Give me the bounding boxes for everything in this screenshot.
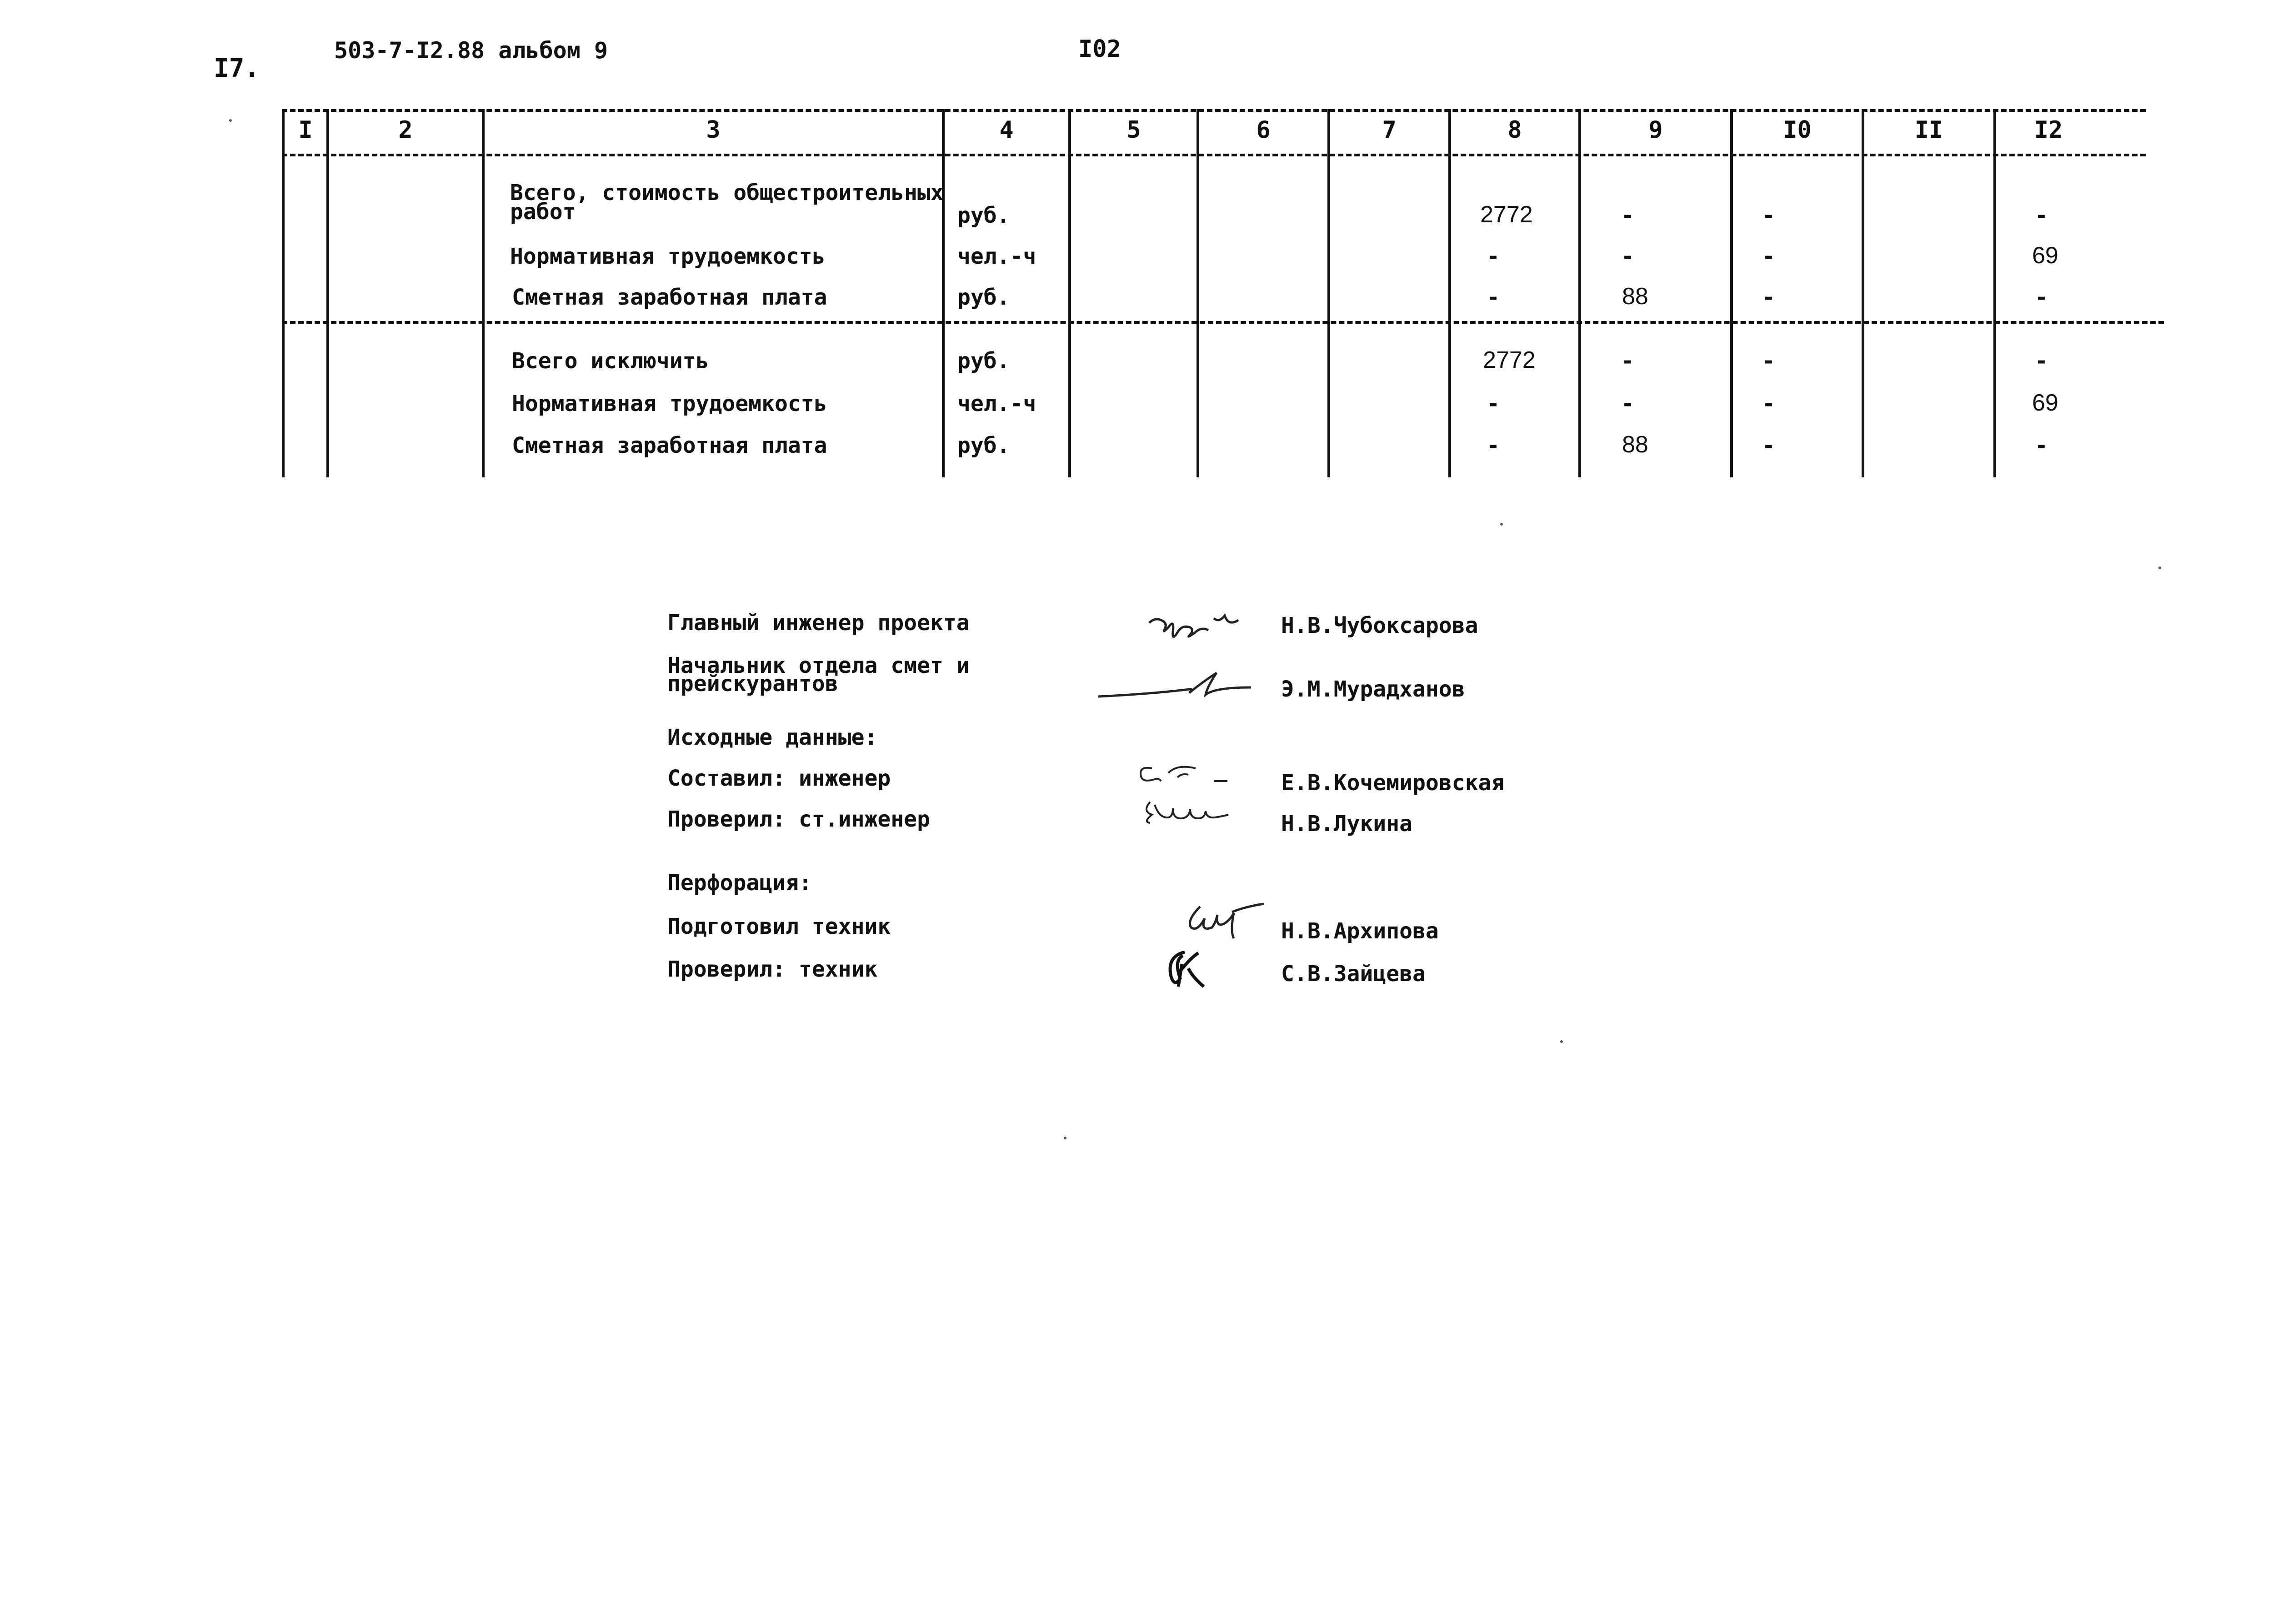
row-unit: руб.	[957, 285, 1010, 310]
row-col10: -	[1762, 348, 1775, 374]
col-header-4: 4	[999, 116, 1014, 144]
col-border-11	[1993, 109, 1996, 477]
row-col9: -	[1621, 203, 1634, 228]
signature-role: Подготовил техник	[667, 914, 891, 939]
signature-role: Проверил: ст.инженер	[667, 807, 930, 832]
page-number: I02	[1078, 35, 1121, 63]
row-col10: -	[1762, 285, 1775, 310]
section-label: Исходные данные:	[667, 725, 878, 750]
col-border-10	[1862, 109, 1864, 477]
row-name-line2: работ	[510, 199, 576, 225]
section-label: Перфорация:	[667, 870, 812, 896]
col-header-10: I0	[1783, 116, 1812, 144]
signature-name: Н.В.Чубоксарова	[1281, 613, 1478, 638]
row-col12: 69	[2032, 390, 2058, 416]
row-col12: -	[2035, 433, 2048, 458]
signature-role-line2: прейскурантов	[667, 671, 838, 697]
row-col9: -	[1621, 244, 1634, 269]
signature-name: Н.В.Архипова	[1281, 918, 1439, 944]
row-col9: -	[1621, 391, 1634, 416]
col-header-11: II	[1914, 116, 1943, 144]
scan-speck	[229, 119, 232, 122]
col-header-1: I	[298, 116, 313, 144]
row-col12: -	[2035, 348, 2048, 374]
row-col12: -	[2035, 285, 2048, 310]
signature-mark	[1136, 759, 1255, 791]
row-unit: руб.	[957, 203, 1010, 228]
signature-role: Главный инженер проекта	[667, 610, 970, 636]
col-border-8	[1578, 109, 1581, 477]
row-col8: -	[1487, 244, 1500, 269]
row-col9: 88	[1622, 283, 1648, 310]
col-border-0	[282, 109, 285, 477]
row-name: Нормативная трудоемкость	[512, 391, 827, 416]
signature-mark	[1164, 946, 1214, 991]
col-border-6	[1327, 109, 1330, 477]
sheet-number: I7.	[214, 54, 260, 83]
col-header-5: 5	[1126, 116, 1141, 144]
col-border-3	[942, 109, 945, 477]
col-border-7	[1448, 109, 1451, 477]
row-col10: -	[1762, 433, 1775, 458]
scan-speck	[1064, 1137, 1066, 1139]
row-col9: -	[1621, 348, 1634, 374]
col-header-8: 8	[1507, 116, 1522, 144]
signature-name: Э.М.Мурадханов	[1281, 677, 1465, 702]
col-border-9	[1730, 109, 1733, 477]
row-col8: 2772	[1483, 347, 1536, 373]
row-col10: -	[1762, 203, 1775, 228]
signature-role: Проверил: техник	[667, 957, 878, 982]
row-col12: -	[2035, 203, 2048, 228]
col-header-2: 2	[398, 116, 413, 144]
row-unit: чел.-ч	[957, 244, 1036, 269]
row-col9: 88	[1622, 431, 1648, 458]
row-name-line1: Всего, стоимость общестроительных	[510, 180, 944, 206]
row-unit: руб.	[957, 433, 1010, 458]
row-col8: -	[1487, 433, 1500, 458]
col-header-12: I2	[2034, 116, 2063, 144]
row-name: Сметная заработная плата	[512, 433, 827, 458]
row-name: Всего исключить	[512, 348, 709, 374]
row-col8: -	[1487, 391, 1500, 416]
row-col10: -	[1762, 391, 1775, 416]
signature-name: С.В.Зайцева	[1281, 961, 1426, 987]
col-border-5	[1197, 109, 1199, 477]
col-border-4	[1068, 109, 1071, 477]
signature-mark	[1146, 605, 1250, 646]
document-code: 503-7-I2.88 альбом 9	[334, 37, 608, 64]
signature-mark	[1096, 668, 1259, 705]
col-header-6: 6	[1256, 116, 1271, 144]
col-border-2	[482, 109, 485, 477]
scan-speck	[1560, 1040, 1563, 1043]
signature-role-line1: Начальник отдела смет и	[667, 653, 970, 678]
signature-name: Н.В.Лукина	[1281, 811, 1412, 837]
scan-speck	[2158, 566, 2161, 569]
row-unit: чел.-ч	[957, 391, 1036, 416]
col-header-9: 9	[1648, 116, 1663, 144]
signature-mark	[1136, 796, 1246, 832]
row-col12: 69	[2032, 242, 2058, 269]
row-col8: -	[1487, 285, 1500, 310]
row-col8: 2772	[1480, 201, 1533, 228]
row-unit: руб.	[957, 348, 1010, 374]
signature-name: Е.В.Кочемировская	[1281, 770, 1505, 796]
signature-role: Составил: инженер	[667, 766, 891, 791]
signature-mark	[1182, 898, 1273, 939]
scan-speck	[1500, 523, 1503, 526]
row-col10: -	[1762, 244, 1775, 269]
group-divider	[282, 321, 2164, 324]
row-name: Сметная заработная плата	[512, 285, 827, 310]
header-bottom-border	[282, 154, 2146, 156]
col-header-7: 7	[1382, 116, 1397, 144]
table-top-border	[282, 109, 2146, 112]
col-header-3: 3	[706, 116, 721, 144]
col-border-1	[326, 109, 329, 477]
row-name: Нормативная трудоемкость	[510, 244, 826, 269]
